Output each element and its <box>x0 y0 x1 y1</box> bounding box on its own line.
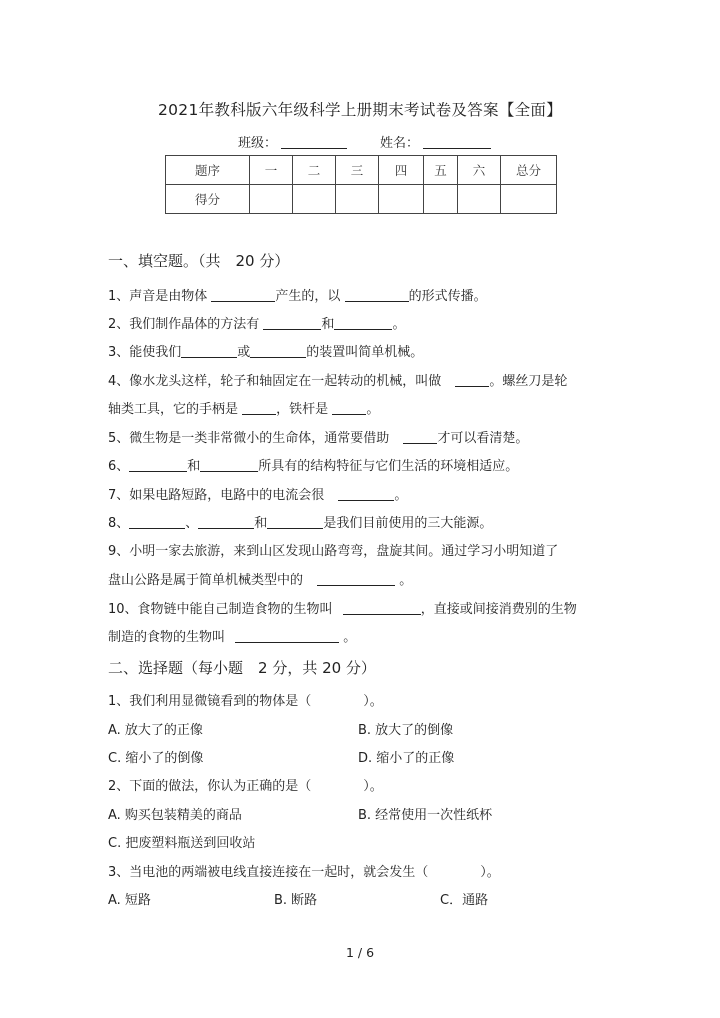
score-cell: 三 <box>336 156 379 185</box>
answer-blank <box>242 401 276 415</box>
question-text: 所具有的结构特征与它们生活的环境相适应。 <box>258 459 519 474</box>
score-empty-cell <box>501 185 557 214</box>
answer-blank <box>235 629 339 643</box>
score-cell: 题序 <box>166 156 250 185</box>
question-text: 5、微生物是一类非常微小的生命体，通常要借助 <box>108 431 390 446</box>
option-2-1-b: B. 放大了的倒像 <box>358 723 454 738</box>
question-text: 8、 <box>108 516 130 531</box>
question-text: 4、像水龙头这样，轮子和轴固定在一起转动的机械，叫做 <box>108 374 442 389</box>
answer-blank <box>338 487 394 501</box>
answer-blank <box>198 515 254 529</box>
score-cell: 二 <box>293 156 336 185</box>
question-2-1-stem: 1、我们利用显微镜看到的物体是（ ）。 <box>108 694 383 709</box>
score-empty-cell <box>458 185 501 214</box>
score-empty-cell <box>379 185 424 214</box>
class-blank <box>281 135 347 149</box>
question-text: 10、食物链中能自己制造食物的生物叫 <box>108 602 333 617</box>
answer-blank <box>263 316 321 330</box>
option-2-2-a: A. 购买包装精美的商品 <box>108 808 242 823</box>
question-1-5 <box>108 427 528 446</box>
question-1-8 <box>108 512 492 531</box>
question-text: 。 <box>366 402 380 417</box>
option-2-1-d: D. 缩小了的正像 <box>358 751 455 766</box>
score-table-score-row <box>166 185 557 214</box>
option-2-1-c: C. 缩小了的倒像 <box>108 751 204 766</box>
question-text: 3、能使我们 <box>108 345 182 360</box>
question-2-2-stem: 2、下面的做法，你认为正确的是（ ）。 <box>108 779 383 794</box>
option-2-2-b: B. 经常使用一次性纸杯 <box>358 808 493 823</box>
question-text: 和 <box>187 459 201 474</box>
name-blank <box>423 135 491 149</box>
question-1-9-cont <box>108 569 412 588</box>
question-text: ，直接或间接消费别的生物 <box>420 602 577 617</box>
question-text: ，铁杆是 <box>276 402 329 417</box>
answer-blank <box>455 373 489 387</box>
question-text: 的装置叫简单机械。 <box>306 345 424 360</box>
question-1-2 <box>108 313 405 332</box>
option-2-3-b: B. 断路 <box>274 893 318 908</box>
score-empty-cell <box>250 185 293 214</box>
answer-blank <box>129 515 185 529</box>
question-text: 的形式传播。 <box>408 289 487 304</box>
section-heading-multiple-choice: 二、选择题（每小题 2 分，共 20 分） <box>108 659 376 677</box>
answer-blank <box>332 401 366 415</box>
score-cell: 六 <box>458 156 501 185</box>
page-number: 1 / 6 <box>345 945 375 960</box>
question-text: 。 <box>392 317 406 332</box>
score-empty-cell <box>424 185 458 214</box>
answer-blank <box>200 458 258 472</box>
option-2-3-c: C．通路 <box>440 893 489 908</box>
question-text: 。 <box>394 488 408 503</box>
question-text: 。 <box>399 573 413 588</box>
question-1-10-cont <box>108 626 356 645</box>
question-1-3 <box>108 341 423 360</box>
option-2-2-c: C. 把废塑料瓶送到回收站 <box>108 836 256 851</box>
score-cell: 四 <box>379 156 424 185</box>
score-cell: 五 <box>424 156 458 185</box>
name-field <box>380 132 491 151</box>
option-2-1-a: A. 放大了的正像 <box>108 723 203 738</box>
score-table <box>165 155 557 214</box>
answer-blank <box>181 344 237 358</box>
question-text: 7、如果电路短路，电路中的电流会很 <box>108 488 325 503</box>
question-text: 2、我们制作晶体的方法有 <box>108 317 260 332</box>
question-2-3-stem: 3、当电池的两端被电线直接连接在一起时，就会发生（ ）。 <box>108 865 500 880</box>
answer-blank <box>250 344 306 358</box>
answer-blank <box>129 458 187 472</box>
question-text: 。 <box>343 630 357 645</box>
question-text: 9、小明一家去旅游，来到山区发现山路弯弯，盘旋其间。通过学习小明知道了 <box>108 544 559 559</box>
answer-blank <box>317 572 395 586</box>
class-field <box>238 132 347 151</box>
question-text: 或 <box>237 345 251 360</box>
question-1-4 <box>108 370 567 389</box>
score-empty-cell <box>336 185 379 214</box>
answer-blank <box>343 601 421 615</box>
question-text: 轴类工具，它的手柄是 <box>108 402 239 417</box>
question-text: 。螺丝刀是轮 <box>489 374 568 389</box>
score-empty-cell <box>293 185 336 214</box>
class-label: 班级： <box>238 136 278 151</box>
answer-blank <box>345 288 409 302</box>
question-1-6 <box>108 455 518 474</box>
question-text: 、 <box>185 516 199 531</box>
score-row-label: 得分 <box>166 185 250 214</box>
question-text: 和 <box>254 516 268 531</box>
question-1-7 <box>108 484 407 503</box>
answer-blank <box>403 430 437 444</box>
score-cell: 总分 <box>501 156 557 185</box>
question-1-1 <box>108 285 487 304</box>
answer-blank <box>334 316 392 330</box>
question-text: 产生的，以 <box>275 289 341 304</box>
name-label: 姓名： <box>380 136 420 151</box>
question-text: 6、 <box>108 459 130 474</box>
question-text: 1、声音是由物体 <box>108 289 208 304</box>
score-cell: 一 <box>250 156 293 185</box>
answer-blank <box>211 288 275 302</box>
question-text: 制造的食物的生物叫 <box>108 630 226 645</box>
page-title: 2021年教科版六年级科学上册期末考试卷及答案【全面】 <box>157 101 563 119</box>
question-text: 盘山公路是属于简单机械类型中的 <box>108 573 304 588</box>
option-2-3-a: A. 短路 <box>108 893 151 908</box>
answer-blank <box>267 515 323 529</box>
question-text: 是我们目前使用的三大能源。 <box>323 516 493 531</box>
question-1-9 <box>108 540 558 559</box>
question-1-4-cont <box>108 398 379 417</box>
question-1-10 <box>108 598 577 617</box>
question-text: 才可以看清楚。 <box>437 431 529 446</box>
question-text: 和 <box>321 317 335 332</box>
score-table-header-row <box>166 156 557 185</box>
section-heading-fill-in: 一、填空题。（共 20 分） <box>108 252 290 270</box>
